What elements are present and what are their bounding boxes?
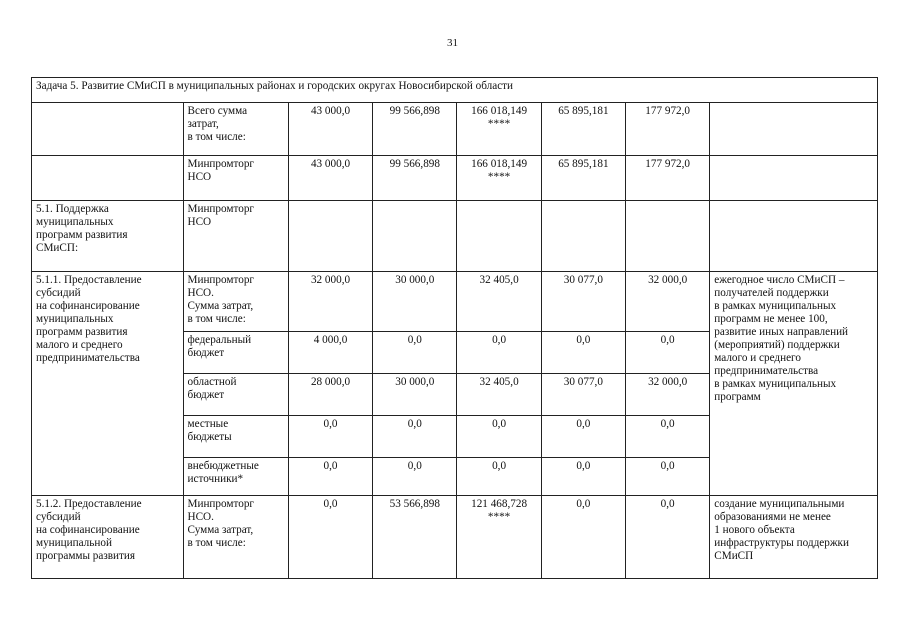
result-cell: создание муниципальными образованиями не менее 1 нового объекта инфраструктуры поддержки СМиСП: [710, 496, 878, 579]
table-row: [32, 103, 878, 156]
value-cell: [626, 201, 710, 272]
source-cell: Минпромторг НСО. Сумма затрат, в том числе:: [183, 272, 288, 332]
result-cell: ежегодное число СМиСП – получателей поддержки в рамках муниципальных программ не менее 100, развитие иных направлений (мероприятий) поддержки малого и среднего предпринимательства в рамках муниципальных программ: [710, 272, 878, 496]
value-cell: 177 972,0: [626, 156, 710, 201]
value-cell: 43 000,0: [288, 156, 372, 201]
value-cell: 65 895,181: [541, 103, 625, 156]
value-cell: 0,0: [288, 496, 372, 579]
value-cell: 99 566,898: [373, 103, 457, 156]
value-cell: 32 000,0: [626, 374, 710, 416]
value-cell: 0,0: [457, 416, 541, 458]
measure-cell: [32, 103, 184, 156]
task-title: Задача 5. Развитие СМиСП в муниципальных районах и городских округах Новосибирской области: [32, 78, 878, 103]
value-cell: 0,0: [626, 416, 710, 458]
value-cell: 0,0: [541, 458, 625, 496]
value-cell: [457, 201, 541, 272]
value-cell: 32 405,0: [457, 374, 541, 416]
value-cell: 30 000,0: [373, 272, 457, 332]
value-cell: 30 077,0: [541, 374, 625, 416]
table-row: [32, 156, 878, 201]
table-row: [32, 201, 878, 272]
value-cell: 30 077,0: [541, 272, 625, 332]
result-cell: [710, 156, 878, 201]
value-cell: 166 018,149 ****: [457, 103, 541, 156]
source-cell: Минпромторг НСО. Сумма затрат, в том числе:: [183, 496, 288, 579]
measure-cell: [32, 156, 184, 201]
value-cell: 0,0: [541, 416, 625, 458]
measure-cell: 5.1.2. Предоставление субсидий на софинансирование муниципальной программы развития: [32, 496, 184, 579]
value-cell: 0,0: [373, 416, 457, 458]
value-cell: [288, 201, 372, 272]
task-header-row: [32, 78, 878, 103]
value-cell: 166 018,149 ****: [457, 156, 541, 201]
value-cell: 99 566,898: [373, 156, 457, 201]
table-row: [32, 272, 878, 332]
source-cell: Минпромторг НСО: [183, 156, 288, 201]
value-cell: [373, 201, 457, 272]
value-cell: 177 972,0: [626, 103, 710, 156]
value-cell: 0,0: [626, 496, 710, 579]
value-cell: 0,0: [373, 332, 457, 374]
result-cell: [710, 201, 878, 272]
value-cell: 4 000,0: [288, 332, 372, 374]
value-cell: 65 895,181: [541, 156, 625, 201]
value-cell: 32 000,0: [626, 272, 710, 332]
value-cell: 0,0: [626, 332, 710, 374]
source-cell: областной бюджет: [183, 374, 288, 416]
value-cell: 0,0: [373, 458, 457, 496]
value-cell: 121 468,728 ****: [457, 496, 541, 579]
value-cell: [541, 201, 625, 272]
value-cell: 0,0: [457, 458, 541, 496]
page-number: 31: [447, 37, 458, 49]
value-cell: 28 000,0: [288, 374, 372, 416]
value-cell: 43 000,0: [288, 103, 372, 156]
source-cell: федеральный бюджет: [183, 332, 288, 374]
value-cell: 0,0: [626, 458, 710, 496]
result-cell: [710, 103, 878, 156]
value-cell: 32 405,0: [457, 272, 541, 332]
source-cell: Минпромторг НСО: [183, 201, 288, 272]
value-cell: 32 000,0: [288, 272, 372, 332]
measure-cell: 5.1. Поддержка муниципальных программ развития СМиСП:: [32, 201, 184, 272]
source-cell: внебюджетные источники*: [183, 458, 288, 496]
value-cell: 30 000,0: [373, 374, 457, 416]
value-cell: 0,0: [541, 332, 625, 374]
measure-cell: 5.1.1. Предоставление субсидий на софинансирование муниципальных программ развития малого и среднего предпринимательства: [32, 272, 184, 496]
program-table: [31, 77, 878, 579]
value-cell: 53 566,898: [373, 496, 457, 579]
value-cell: 0,0: [288, 416, 372, 458]
source-cell: Всего сумма затрат, в том числе:: [183, 103, 288, 156]
value-cell: 0,0: [288, 458, 372, 496]
value-cell: 0,0: [457, 332, 541, 374]
source-cell: местные бюджеты: [183, 416, 288, 458]
table-row: [32, 496, 878, 579]
value-cell: 0,0: [541, 496, 625, 579]
